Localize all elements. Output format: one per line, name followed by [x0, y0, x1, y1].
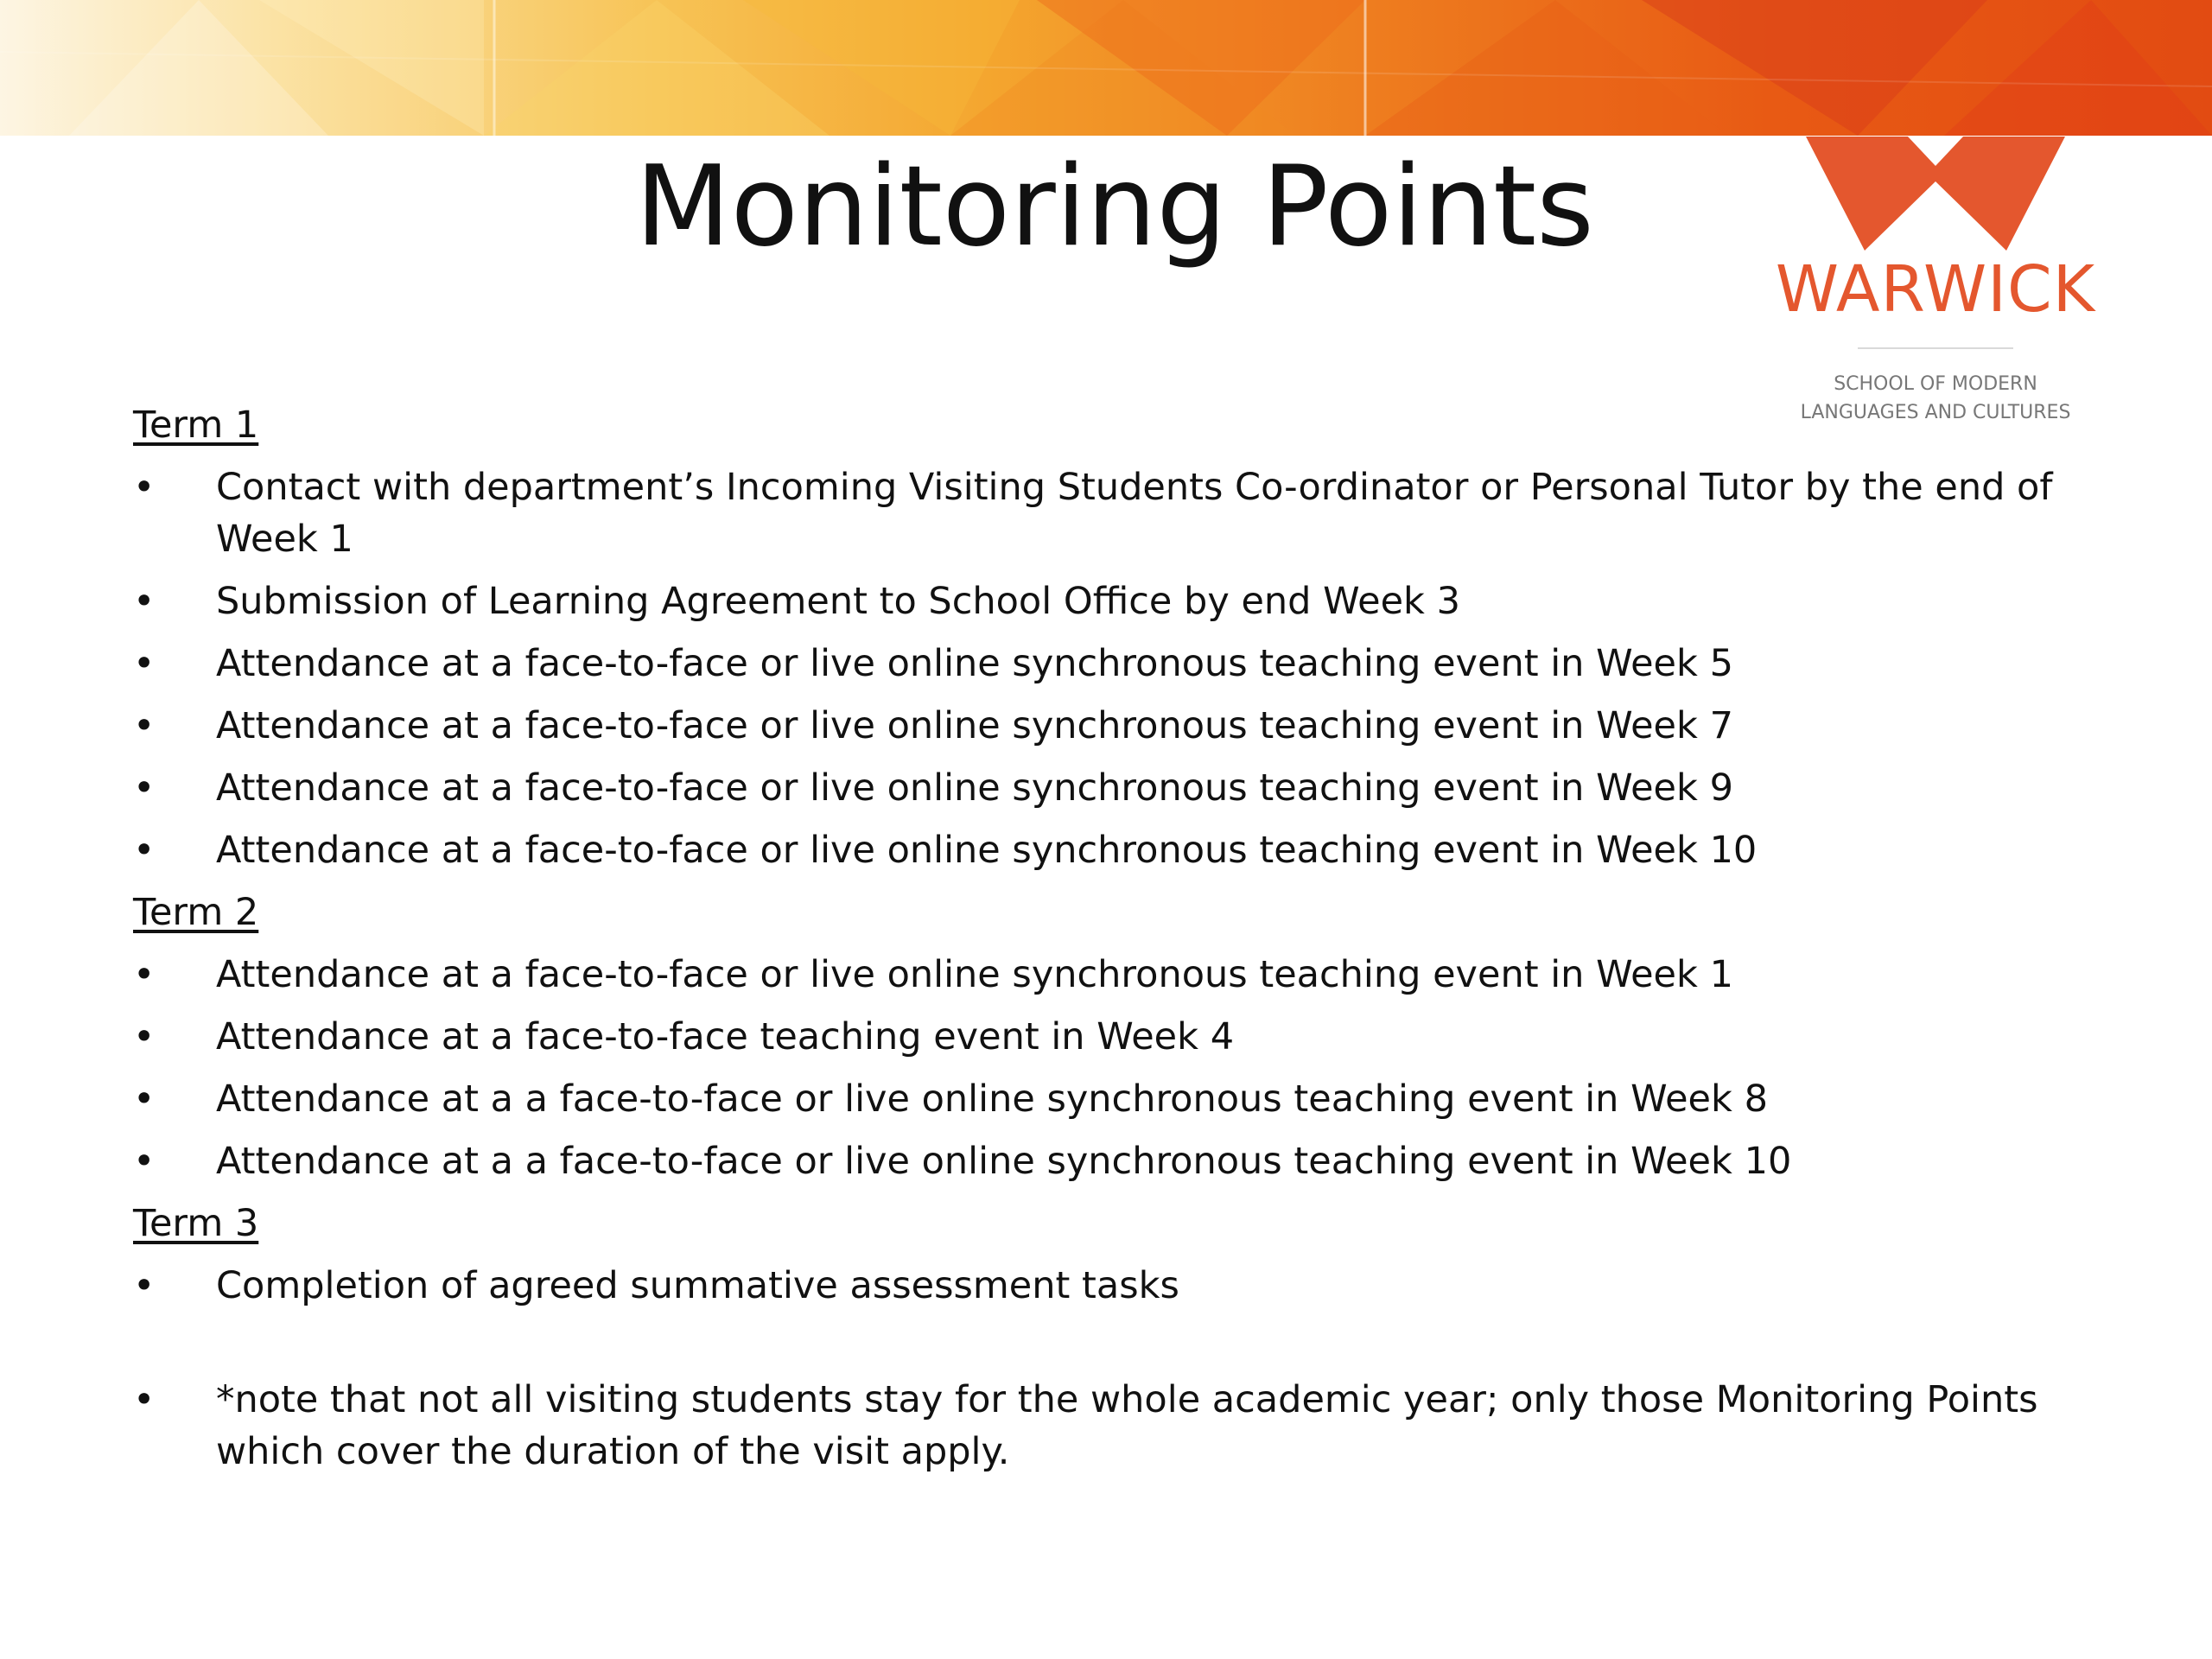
bullet-icon: •: [133, 829, 156, 872]
term-2-heading: Term 2: [133, 891, 259, 934]
bullet-icon: •: [133, 1077, 156, 1121]
list-item-text: Attendance at a a face-to-face or live online synchronous teaching event in Week 10: [216, 1140, 1792, 1183]
list-item: [133, 762, 2103, 814]
list-item-text: Attendance at a face-to-face or live online synchronous teaching event in Week 10: [216, 829, 1758, 872]
list-item: [133, 1260, 2103, 1312]
list-item-text: Attendance at a face-to-face teaching event in Week 4: [216, 1015, 1235, 1058]
list-item-text: Completion of agreed summative assessment tasks: [216, 1264, 1179, 1307]
list-item-text: Attendance at a face-to-face or live online synchronous teaching event in Week 9: [216, 766, 1733, 810]
term-3-list: [133, 1260, 2103, 1312]
decorative-banner: [0, 0, 2212, 136]
list-item: [133, 575, 2103, 627]
term-3-section: [133, 1198, 2103, 1312]
list-item: [133, 1135, 2103, 1187]
bullet-icon: •: [133, 1140, 156, 1183]
term-1-section: [133, 399, 2103, 876]
logo-subtitle-line1: SCHOOL OF MODERN: [1834, 373, 2037, 395]
list-item: [133, 700, 2103, 752]
term-2-section: [133, 887, 2103, 1187]
list-item: [133, 1073, 2103, 1125]
term-2-list: [133, 949, 2103, 1187]
bullet-icon: •: [133, 1264, 156, 1307]
logo-subtitle-line2: LANGUAGES AND CULTURES: [1800, 402, 2071, 423]
list-item: [133, 949, 2103, 1001]
bullet-icon: •: [133, 1378, 156, 1421]
term-1-heading: Term 1: [133, 404, 259, 447]
bullet-icon: •: [133, 466, 156, 509]
slide-title: Monitoring Points: [635, 143, 1594, 271]
list-item-text: Attendance at a face-to-face or live online synchronous teaching event in Week 5: [216, 642, 1733, 685]
logo-wordmark: WARWICK: [1775, 252, 2096, 327]
list-item-text: Submission of Learning Agreement to School Office by end Week 3: [216, 580, 1460, 623]
list-item: [133, 1011, 2103, 1063]
bullet-icon: •: [133, 953, 156, 996]
term-3-heading: Term 3: [133, 1202, 259, 1245]
list-item-text: Attendance at a face-to-face or live online synchronous teaching event in Week 7: [216, 704, 1733, 747]
list-item-text: Attendance at a face-to-face or live online synchronous teaching event in Week 1: [216, 953, 1733, 996]
bullet-icon: •: [133, 642, 156, 685]
term-1-list: [133, 461, 2103, 876]
bullet-icon: •: [133, 580, 156, 623]
bullet-icon: •: [133, 766, 156, 810]
note-item: [133, 1374, 2103, 1478]
list-item-text: Contact with department’s Incoming Visiting Students Co-ordinator or Personal Tutor by the end of Week 1: [216, 466, 2053, 561]
list-item-text: Attendance at a a face-to-face or live online synchronous teaching event in Week 8: [216, 1077, 1768, 1121]
bullet-icon: •: [133, 704, 156, 747]
list-item: [133, 638, 2103, 690]
list-item: [133, 461, 2103, 565]
list-item: [133, 824, 2103, 876]
slide-content: [133, 399, 2103, 1488]
logo-divider: [1858, 347, 2013, 349]
note-section: [133, 1374, 2103, 1478]
bullet-icon: •: [133, 1015, 156, 1058]
note-text: *note that not all visiting students stay for the whole academic year; only those Monitoring Points which cover the duration of the visit apply.: [216, 1378, 2038, 1473]
